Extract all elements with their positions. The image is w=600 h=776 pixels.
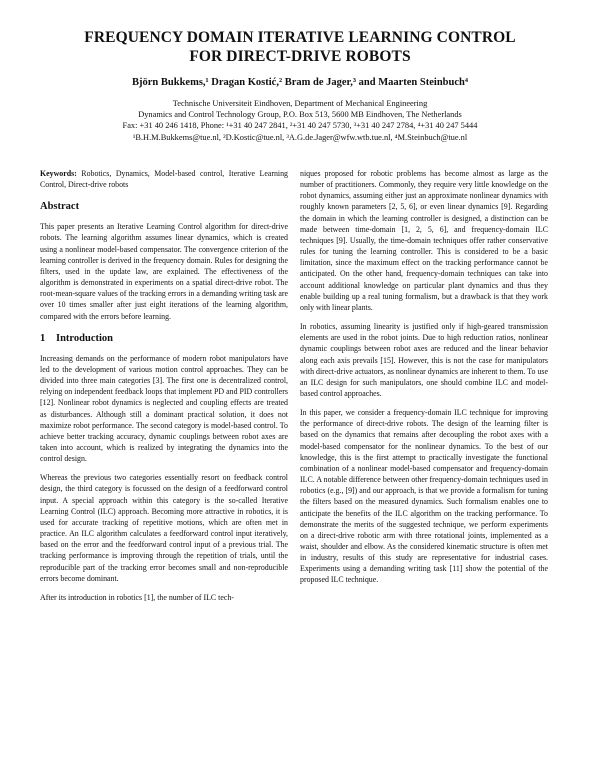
paper-title bbox=[40, 28, 560, 66]
author-list: Björn Bukkems,¹ Dragan Kostić,² Bram de Jager,³ and Maarten Steinbuch⁴ bbox=[132, 77, 468, 88]
left-column bbox=[40, 168, 288, 611]
keywords-label: Keywords: bbox=[40, 169, 77, 178]
affiliation-line: Dynamics and Control Technology Group, P.O. Box 513, 5600 MB Eindhoven, The Netherlands bbox=[138, 110, 462, 120]
paragraph: In this paper, we consider a frequency-domain ILC technique for improving the performance of direct-drive robots. The design of the learning filter is based on the dynamics that remains after decoupling the robot axes with a model-based compensator for the nonlinear dynamics. To the best of our knowledge, this is the first attempt to practically investigate the functional combination of a nonlinear model-based compensator and frequency-domain ILC. A notable difference between other frequency-domain techniques used in robotics (e.g., [9]) and our approach, is that we provide a formalism for tuning the filters based on the measured dynamics. Such formalism enables one to anticipate the benefits of the ILC algorithm on the tracking performance. To demonstrate the merits of the suggested technique, we perform experiments on a direct-drive robotic arm with three rotational joints, implemented as a waist, shoulder and elbow. As the considered kinematic structure is often met in industry, results of this study are representative for industrial cases. Experiments using a demanding writing task [11] show the potential of the proposed ILC technique. bbox=[300, 408, 548, 585]
right-column bbox=[300, 168, 548, 594]
affiliation-line: Technische Universiteit Eindhoven, Department of Mechanical Engineering bbox=[172, 99, 428, 108]
paragraph: niques proposed for robotic problems has become almost as large as the number of practitioners. Commonly, they require very little knowledge on the robot dynamics, assuming either just an approximate nonlinear dynamics with roughly known parameters [2, 5, 6], or even linear dynamics [9]. Regarding the domain in which the learning controller is designed, a distinction can be made between time-domain [1, 2, 5, 6], and frequency-domain ILC techniques [9]. Usually, the time-domain techniques offer rather conservative rules for tuning the learning controller. This is considered to be a basic limitation, since the maximum effect on the tracking performance cannot be anticipated. On the other hand, frequency-domain techniques can take into account additional knowledge on particular plant dynamics and thus they enable building up a real tuning formalism, but a drawback is that they work only with linear plants. bbox=[300, 169, 548, 312]
keywords-text: Robotics, Dynamics, Model-based control, Iterative Learning Control, Direct-drive robots bbox=[40, 169, 288, 190]
section-number: 1 bbox=[40, 332, 46, 344]
title-line-2: FOR DIRECT-DRIVE ROBOTS bbox=[189, 48, 411, 65]
abstract-heading: Abstract bbox=[40, 201, 80, 213]
email-line: ¹B.H.M.Bukkems@tue.nl, ²D.Kostic@tue.nl, ³A.G.de.Jager@wfw.wtb.tue.nl, ⁴M.Steinbuch@tue.nl bbox=[132, 132, 468, 142]
affiliation-block bbox=[40, 98, 560, 143]
keywords bbox=[40, 168, 288, 190]
title-line-1: FREQUENCY DOMAIN ITERATIVE LEARNING CONTROL bbox=[84, 29, 516, 46]
section-title: Introduction bbox=[56, 332, 113, 344]
section-heading-introduction bbox=[40, 332, 288, 345]
paragraph: After its introduction in robotics [1], the number of ILC tech- bbox=[40, 592, 234, 602]
paragraph: Whereas the previous two categories essentially resort on feedback control design, the third category is focussed on the design of a feedforward control input. A special approach within this category is the so-called Iterative Learning Control (ILC) approach. Becoming more attractive in robotics, it is used for accurate tracking of repetitive motions, which are often met in practice. An ILC algorithm calculates a feedforward control input iteratively, based on the error and the feedforward control input of a previous trial. The tracking performance is improving through the repetition of trials, until the reproducible part of the tracking error becomes small and non-reproducible errors become dominant. bbox=[40, 473, 288, 583]
contact-line: Fax: +31 40 246 1418, Phone: ¹+31 40 247 2841, ²+31 40 247 5730, ³+31 40 247 2784, ⁴+31 40 247 5444 bbox=[122, 121, 478, 131]
abstract-text: This paper presents an Iterative Learning Control algorithm for direct-drive robots. The learning algorithm assumes linear dynamics, which is created using a nonlinear model-based compensator. The convergence criterion of the learning controller is derived in the frequency domain. Rules for designing the filters, used in the update law, are explained. The effectiveness of the algorithm is demonstrated in experiments on a spatial direct-drive robot. The root-mean-square values of the tracking errors in a demanding writing task are over 10 times smaller after just eight iterations of the learning algorithm, compared with the errors before learning. bbox=[40, 222, 288, 321]
paragraph: In robotics, assuming linearity is justified only if high-geared transmission elements are used in the robot joints. Due to high reduction ratios, nonlinear dynamic couplings between robot axes are reduced and the linear behavior along each axis prevails [15]. However, this is not the case for manipulators with direct-drive actuators, as nonlinear dynamics are inherent to them. To use an ILC design for such manipulators, one should combine ILC and model-based control approaches. bbox=[300, 322, 548, 398]
paragraph: Increasing demands on the performance of modern robot manipulators have led to the development of various motion control approaches. They can be divided into three main categories [3]. The first one is decentralized control, relying on independent feedback loops that implement PD and PID controllers [12]. Nonlinear robot dynamics is neglected and coupling effects are treated as disturbances. Although still a dominant practical solution, it does not maximize robot performance. The second category is model-based control. To achieve better tracking accuracy, dynamic couplings between robot axes are taken into account, which is realized by integrating the dynamics into the control design. bbox=[40, 353, 288, 464]
